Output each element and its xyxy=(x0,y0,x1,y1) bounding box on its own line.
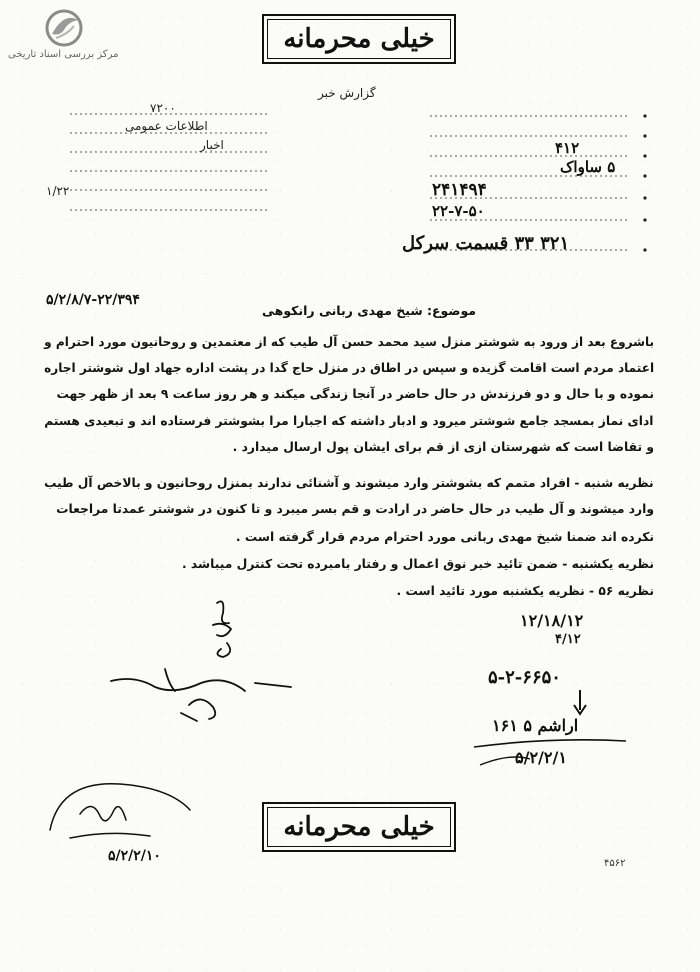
body-line: نظریه شنبه - افراد متمم که بشوشتر وارد میشوند و آشنائی ندارند بمنزل روحانیون و بالاخص آل طیب xyxy=(44,476,654,490)
body-line: نکرده اند ضمنا شیخ مهدی ربانی مورد احترام مردم قرار گرفته است . xyxy=(235,530,654,544)
left-field-2: اطلاعات عمومی xyxy=(125,119,208,133)
archive-note-underline xyxy=(470,735,630,775)
annotation-right-c: ۵-۲-۶۶۵۰ xyxy=(488,667,561,688)
body-line: ادای نماز بمسجد جامع شوشتر میرود و ادبار داشته که اجبارا مرا بشوشتر فرستاده اند و تبعیدی هستم xyxy=(44,414,654,428)
classification-stamp-bottom: خیلی محرمانه xyxy=(262,802,456,852)
bottom-left-scribble xyxy=(40,770,210,850)
body-line: باشروع بعد از ورود به شوشتر منزل سید محمد حسن آل طیب که از معتمدین و روحانیون مورد احترام و xyxy=(44,335,654,349)
report-label: گزارش خبر xyxy=(318,86,376,100)
body-line: وارد میشوند و آل طیب در حال حاضر در ارادت و قم بسر میبرد و تا کنون در شوشتر عمدتا مراجعات xyxy=(56,502,654,516)
handwritten-reference: ۳۲۱ ۳۳ قسمت سرکل xyxy=(402,233,570,254)
left-field-1: ۷۲۰۰ xyxy=(150,101,176,115)
archive-note-date: ۵/۲/۲/۱ xyxy=(515,748,567,767)
right-field-6: ۲۲-۷-۵۰ xyxy=(432,202,485,220)
right-field-3: ۴۱۲ xyxy=(555,139,580,157)
annotation-right-a: ۱۲/۱۸/۱۲ xyxy=(520,611,584,630)
archive-logo-icon xyxy=(38,8,90,48)
left-form-lines xyxy=(60,100,280,220)
right-field-4: ۵ ساواک xyxy=(560,158,616,176)
classification-stamp-top: خیلی محرمانه xyxy=(262,14,456,64)
body-line: نموده و با حال و دو فرزندش در حال حاضر در آنجا زندگی میکند و هر روز ساعت ۹ بعد از ظهر جهت xyxy=(56,387,654,401)
body-line: نظریه ۵۶ - نظریه یکشنبه مورد تائید است . xyxy=(396,584,654,598)
body-line: نظریه یکشنبه - ضمن تائید خبر نوق اعمال و رفتار بامبرده تحت کنترل میباشد . xyxy=(181,557,654,571)
left-field-3: اخبار xyxy=(200,138,224,152)
bottom-left-date: ۵/۲/۲/۱۰ xyxy=(108,848,161,864)
page-number: ۴۵۶۲ xyxy=(604,858,626,869)
subject-line: موضوع: شیخ مهدی ربانی رانکوهی xyxy=(262,303,477,318)
arrow-down-icon xyxy=(572,690,588,716)
right-field-5: ۲۴۱۴۹۴ xyxy=(432,180,487,200)
body-line: و تقاضا است که شهرستان ازی از قم برای ایشان پول ارسال میدارد . xyxy=(232,440,654,454)
dated-line: ۵/۲/۸/۷-۲۲/۳۹۴ xyxy=(46,292,140,308)
archive-note: اراشم ۵ ۱۶۱ xyxy=(492,716,579,735)
left-field-4: ۱/۲۲ xyxy=(46,184,70,198)
body-line: اعتماد مردم است اقامت گزیده و سپس در اطاق در منزل حاج گدا در پشت اداره جهاد اول شوشتر اجاره xyxy=(44,361,654,375)
annotation-right-b: ۴/۱۲ xyxy=(555,632,581,647)
archive-label: مرکز بررسی اسناد تاریخی xyxy=(8,49,119,60)
handwritten-signature xyxy=(105,595,305,735)
